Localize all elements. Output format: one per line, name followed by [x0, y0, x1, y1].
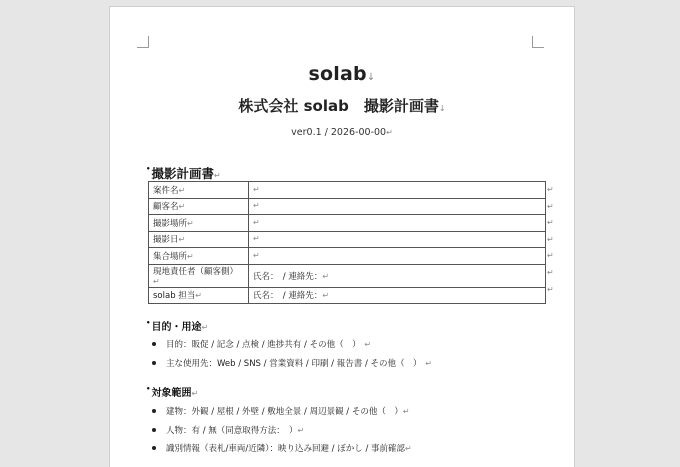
table-cell-label[interactable] — [149, 287, 249, 304]
cell-label-text: 集合場所 — [153, 251, 188, 262]
table-cell-label[interactable] — [149, 182, 249, 199]
row-end-mark: ↵ — [547, 185, 554, 194]
table-cell-value[interactable] — [249, 248, 546, 265]
paragraph-mark: ↵ — [322, 291, 330, 301]
table-cell-value[interactable] — [249, 215, 546, 232]
section-heading-purpose[interactable]: •目的・用途↵ — [146, 319, 209, 333]
table-row — [149, 231, 546, 248]
table-row — [149, 182, 546, 199]
paragraph-mark: ↵ — [187, 218, 194, 228]
cell-label-text: 現地責任者（顧客側） — [153, 266, 239, 277]
table-cell-value[interactable] — [249, 231, 546, 248]
cell-label-text: solab 担当 — [153, 291, 196, 302]
paragraph-mark: ↵ — [253, 250, 260, 260]
table-cell-value[interactable] — [249, 182, 546, 199]
table-cell-label[interactable] — [149, 264, 249, 287]
paragraph-mark: ↵ — [253, 234, 260, 244]
list-item-building[interactable]: 建物：外観 / 屋根 / 外壁 / 敷地全景 / 周辺景観 / その他（ ）↵ — [166, 407, 410, 417]
table-cell-label[interactable] — [149, 248, 249, 265]
cell-value-text: 氏名： / 連絡先： — [253, 271, 323, 282]
cell-label-text: 案件名 — [153, 185, 179, 196]
paragraph-mark: ↵ — [253, 217, 260, 227]
paragraph-mark: ↵ — [178, 235, 186, 245]
table-cell-value[interactable] — [249, 264, 546, 287]
list-item-identifiers[interactable]: 識別情報（表札/車両/近隣）：映り込み回避 / ぼかし / 事前確認↵ — [166, 444, 412, 454]
row-end-mark: ↵ — [547, 201, 554, 211]
company-logo: solab↓ — [308, 63, 376, 85]
table-row — [149, 198, 546, 215]
table-row — [149, 287, 546, 304]
document-title[interactable]: 株式会社 solab 撮影計画書↓ — [238, 97, 446, 115]
table-cell-label[interactable] — [149, 231, 249, 248]
row-end-mark: ↵ — [547, 218, 554, 228]
version-line[interactable]: ver0.1 / 2026-00-00↵ — [291, 127, 393, 138]
margin-corner-top-left — [137, 36, 149, 48]
table-row — [149, 248, 546, 265]
paragraph-mark: ↵ — [195, 291, 202, 301]
table-cell-value[interactable] — [249, 198, 546, 215]
section-heading-plan[interactable]: •撮影計画書↵ — [146, 165, 221, 181]
paragraph-mark: ↵ — [253, 184, 260, 194]
paragraph-mark: ↵ — [178, 185, 186, 195]
row-end-mark: ↵ — [547, 284, 554, 294]
document-page — [110, 7, 574, 467]
table-row — [149, 215, 546, 232]
paragraph-mark: ↵ — [253, 201, 260, 211]
cell-label-text: 撮影場所 — [153, 218, 188, 229]
margin-corner-top-right — [532, 36, 544, 48]
cell-label-text: 撮影日 — [153, 235, 179, 246]
table-row — [149, 264, 546, 287]
cell-label-text: 顧客名 — [153, 202, 179, 213]
list-item-usage[interactable]: 主な使用先：Web / SNS / 営業資料 / 印刷 / 報告書 / その他（ ） ↵ — [166, 359, 432, 369]
table-cell-label[interactable] — [149, 198, 249, 215]
section-heading-scope[interactable]: •対象範囲↵ — [146, 385, 199, 399]
row-end-mark: ↵ — [547, 251, 554, 261]
paragraph-mark: ↵ — [153, 276, 160, 286]
table-cell-value[interactable] — [249, 287, 546, 304]
row-end-mark: ↵ — [547, 234, 554, 244]
paragraph-mark: ↵ — [322, 271, 330, 281]
paragraph-mark: ↵ — [187, 251, 194, 261]
cell-value-text: 氏名： / 連絡先： — [253, 291, 323, 302]
row-end-mark: ↵ — [547, 268, 554, 277]
list-item-people[interactable]: 人物：有 / 無（同意取得方法： ）↵ — [166, 426, 305, 436]
plan-info-table — [148, 181, 546, 304]
list-item-purpose[interactable]: 目的：販促 / 記念 / 点検 / 進捗共有 / その他（ ） ↵ — [166, 340, 372, 350]
paragraph-mark: ↵ — [178, 202, 186, 212]
table-cell-label[interactable] — [149, 215, 249, 232]
